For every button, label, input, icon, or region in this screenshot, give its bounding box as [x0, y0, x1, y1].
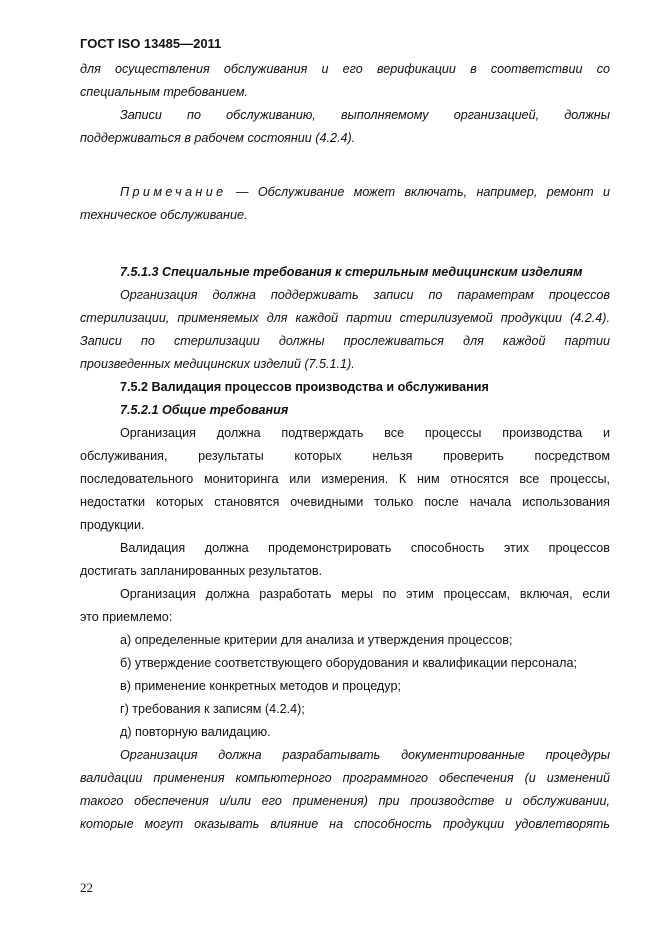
text-line: поддерживаться в рабочем состоянии (4.2.4). — [80, 131, 356, 145]
text-line: такого обеспечения и/или его применения) при производстве и обслуживании, — [80, 794, 610, 808]
page-number: 22 — [80, 880, 93, 895]
list-item: б) утверждение соответствующего оборудования и квалификации персонала; — [120, 656, 577, 670]
note-label: Примечание — [120, 185, 227, 199]
text-line: продукции. — [80, 518, 145, 532]
note-line — [80, 181, 610, 204]
text-line: произведенных медицинских изделий (7.5.1.1). — [80, 357, 355, 371]
text-line: Записи по стерилизации должны прослеживаться для каждой партии — [80, 334, 610, 348]
text-line: это приемлемо: — [80, 610, 173, 624]
section-heading-7-5-1-3: 7.5.1.3 Специальные требования к стерильным медицинским изделиям — [120, 265, 583, 279]
text-line: которые могут оказывать влияние на способность продукции удовлетворять — [80, 817, 610, 831]
text-line: Валидация должна продемонстрировать способность этих процессов — [120, 541, 610, 555]
text-line: достигать запланированных результатов. — [80, 564, 323, 578]
text-line: Организация должна разрабатывать документированные процедуры — [120, 748, 610, 762]
text-line: последовательного мониторинга или измерения. К ним относятся все процессы, — [80, 472, 610, 486]
text-line: Организация должна разработать меры по этим процессам, включая, если — [120, 587, 610, 601]
text-line: обслуживания, результаты которых нельзя проверить посредством — [80, 449, 610, 463]
note-line: техническое обслуживание. — [80, 208, 248, 222]
text-line: специальным требованием. — [80, 85, 249, 99]
text-line: валидации применения компьютерного программного обеспечения (и изменений — [80, 771, 610, 785]
list-item: д) повторную валидацию. — [120, 725, 271, 739]
list-item: в) применение конкретных методов и процедур; — [120, 679, 401, 693]
text-line: недостатки которых становятся очевидными только после начала использования — [80, 495, 610, 509]
text-line: Организация должна поддерживать записи по параметрам процессов — [120, 288, 610, 302]
text-line: стерилизации, применяемых для каждой партии стерилизуемой продукции (4.2.4). — [80, 311, 610, 325]
note-text: — Обслуживание может включать, например, ремонт и — [226, 185, 610, 199]
section-heading-7-5-2-1: 7.5.2.1 Общие требования — [120, 403, 289, 417]
text-line: Организация должна подтверждать все процессы производства и — [120, 426, 610, 440]
list-item: г) требования к записям (4.2.4); — [120, 702, 305, 716]
text-line: Записи по обслуживанию, выполняемому организацией, должны — [120, 108, 610, 122]
list-item: а) определенные критерии для анализа и утверждения процессов; — [120, 633, 513, 647]
section-heading-7-5-2: 7.5.2 Валидация процессов производства и обслуживания — [120, 380, 489, 394]
text-line: для осуществления обслуживания и его верификации в соответствии со — [80, 62, 610, 76]
document-page — [80, 34, 610, 836]
document-header: ГОСТ ISO 13485—2011 — [80, 36, 222, 51]
